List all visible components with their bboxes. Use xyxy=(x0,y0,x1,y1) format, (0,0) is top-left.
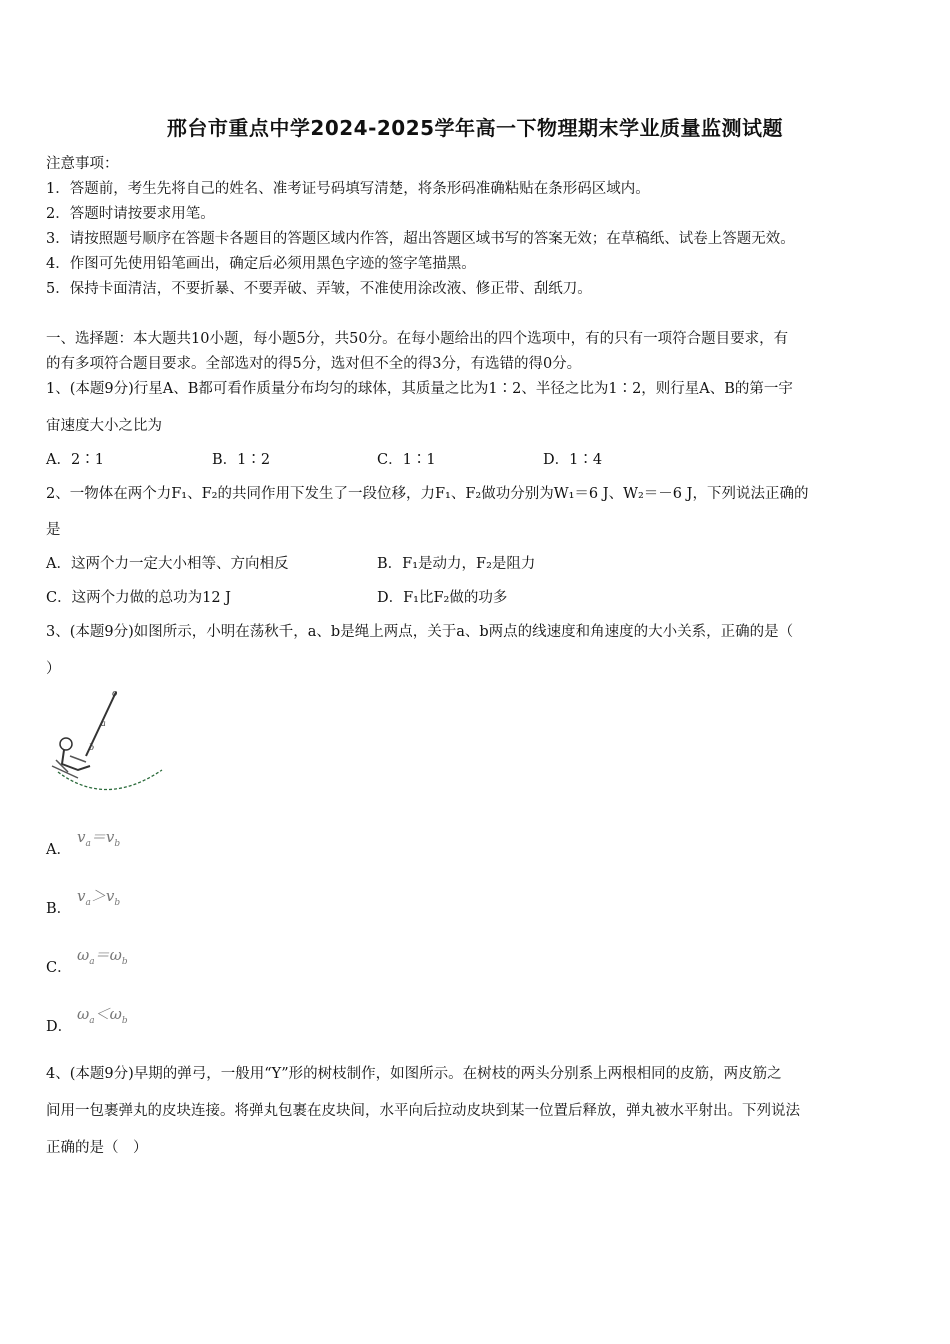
page-title: 邢台市重点中学2024-2025学年高一下物理期末学业质量监测试题 xyxy=(166,116,784,140)
question-4-stem: 4、(本题9分)早期的弹弓，一般用“Y”形的树枝制作，如图所示。在树枝的两头分别系上两根相同的皮筋，两皮筋之 xyxy=(46,1066,782,1082)
question-4-stem: 间用一包裹弹丸的皮块连接。将弹丸包裹在皮块间，水平向后拉动皮块到某一位置后释放，弹丸被水平射出。下列说法 xyxy=(46,1103,800,1119)
question-2-stem: 是 xyxy=(46,522,61,538)
notice-item: 3．请按照题号顺序在答题卡各题目的答题区域内作答，超出答题区域书写的答案无效；在草稿纸、试卷上答题无效。 xyxy=(46,231,795,247)
point-a-label: a xyxy=(101,719,106,728)
q2-option-a: A．这两个力一定大小相等、方向相反 xyxy=(46,556,289,572)
question-2-stem: 2、一物体在两个力F₁、F₂的共同作用下发生了一段位移，力F₁、F₂做功分别为W₁＝6 J、W₂＝－6 J，下列说法正确的 xyxy=(46,486,809,502)
q1-option-d: D．1∶4 xyxy=(543,452,603,468)
q3-option-c-label: C． xyxy=(46,960,72,976)
q3-option-d-label: D． xyxy=(46,1019,73,1035)
q3-option-d-formula: $\omega_a<\omega_b$ xyxy=(77,1005,128,1026)
question-1-stem: 1、(本题9分)行星A、B都可看作质量分布均匀的球体，其质量之比为1∶2、半径之比为1∶2，则行星A、B的第一宇 xyxy=(46,381,793,397)
q2-option-d: D．F₁比F₂做的功多 xyxy=(377,590,508,606)
point-b-label: b xyxy=(89,743,95,752)
question-1-stem: 宙速度大小之比为 xyxy=(46,418,162,434)
q2-option-b: B．F₁是动力，F₂是阻力 xyxy=(377,556,536,572)
q3-option-c-formula: $\omega_a=\omega_b$ xyxy=(77,946,128,967)
section-intro-line: 的有多项符合题目要求。全部选对的得5分，选对但不全的得3分，有选错的得0分。 xyxy=(46,356,582,372)
q1-option-c: C．1∶1 xyxy=(377,452,436,468)
notice-heading: 注意事项： xyxy=(46,156,119,172)
q3-option-a-label: A． xyxy=(46,842,71,858)
child-head xyxy=(60,738,72,750)
swing-arc xyxy=(58,770,162,790)
q2-option-c: C．这两个力做的总功为12 J xyxy=(46,590,231,606)
notice-item: 1．答题前，考生先将自己的姓名、准考证号码填写清楚，将条形码准确粘贴在条形码区域内。 xyxy=(46,181,650,197)
notice-item: 2．答题时请按要求用笔。 xyxy=(46,206,215,222)
question-3-stem: ） xyxy=(46,661,61,677)
question-4-stem: 正确的是（ ） xyxy=(46,1140,148,1156)
child-body xyxy=(62,750,90,770)
point-o-label: o xyxy=(112,689,118,699)
q1-option-a: A．2∶1 xyxy=(46,452,104,468)
notice-item: 4．作图可先使用铅笔画出，确定后必须用黑色字迹的签字笔描黑。 xyxy=(46,256,476,272)
notice-item: 5．保持卡面清洁，不要折暴、不要弄破、弄皱，不准使用涂改液、修正带、刮纸刀。 xyxy=(46,281,592,297)
q3-option-a-formula: $v_a=v_b$ xyxy=(77,828,121,849)
section-intro-line: 一、选择题：本大题共10小题，每小题5分，共50分。在每小题给出的四个选项中，有的只有一项符合题目要求，有 xyxy=(46,331,789,347)
swing-figure xyxy=(48,686,168,792)
q3-option-b-formula: $v_a>v_b$ xyxy=(77,887,121,908)
question-3-stem: 3、(本题9分)如图所示，小明在荡秋千，a、b是绳上两点，关于a、b两点的线速度和角速度的大小关系，正确的是（ xyxy=(46,624,794,640)
q3-option-b-label: B． xyxy=(46,901,72,917)
q1-option-b: B．1∶2 xyxy=(212,452,271,468)
